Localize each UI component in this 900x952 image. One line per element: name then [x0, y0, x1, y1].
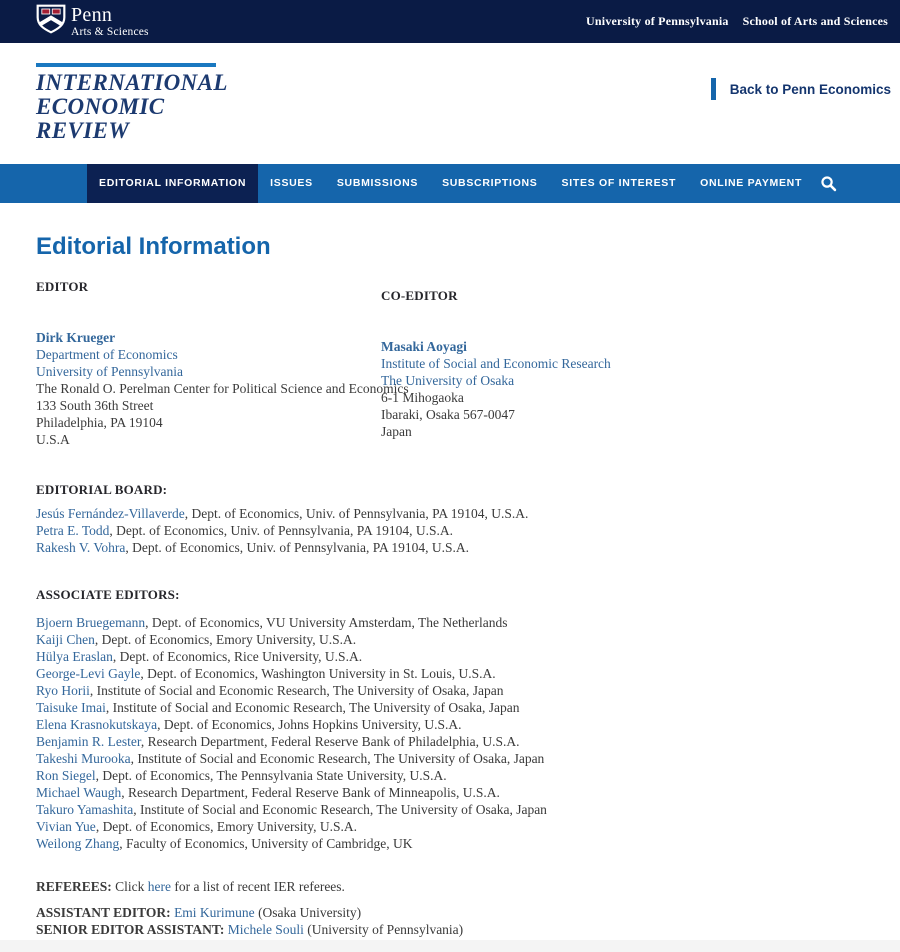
back-link-accent-bar — [711, 78, 716, 100]
referees-post-text: for a list of recent IER referees. — [171, 879, 345, 894]
journal-title-line3: REVIEW — [36, 118, 130, 143]
search-icon[interactable] — [814, 164, 847, 203]
associate-editor-row — [36, 767, 864, 784]
back-link-label: Back to Penn Economics — [729, 81, 891, 97]
board-member-affiliation: , Dept. of Economics, Univ. of Pennsylvania, PA 19104, U.S.A. — [109, 523, 454, 538]
board-member-row — [36, 522, 864, 539]
journal-title-line1: INTERNATIONAL — [36, 70, 228, 95]
associate-editor-affiliation: , Institute of Social and Economic Research, The University of Osaka, Japan — [130, 751, 545, 766]
co-editor-details — [381, 338, 611, 440]
editorial-board-list — [36, 505, 864, 556]
referees-label: REFEREES: — [36, 879, 112, 894]
assistant-editor-name-link[interactable]: Emi Kurimune — [174, 905, 255, 920]
associate-editor-affiliation: , Research Department, Federal Reserve Bank of Minneapolis, U.S.A. — [121, 785, 500, 800]
associate-editor-affiliation: , Faculty of Economics, University of Cambridge, UK — [119, 836, 413, 851]
co-editor-address-line: Japan — [381, 424, 412, 439]
associate-editor-row — [36, 631, 864, 648]
referees-here-link[interactable]: here — [147, 879, 172, 894]
co-editor-institute-link[interactable]: Institute of Social and Economic Research — [381, 356, 611, 371]
nav-item-editorial-information[interactable]: EDITORIAL INFORMATION — [87, 164, 258, 203]
associate-editor-name-link[interactable]: Vivian Yue — [36, 819, 96, 834]
editor-address-line: The Ronald O. Perelman Center for Political Science and Economics — [36, 381, 409, 396]
journal-title — [36, 71, 228, 143]
main-content — [0, 203, 900, 938]
associate-editor-affiliation: , Dept. of Economics, VU University Amsterdam, The Netherlands — [145, 615, 508, 630]
associate-editor-affiliation: , Dept. of Economics, Rice University, U.S.A. — [112, 649, 363, 664]
penn-logo-text — [71, 5, 149, 39]
link-school-of-arts-and-sciences[interactable]: School of Arts and Sciences — [742, 14, 888, 28]
associate-editor-affiliation: , Dept. of Economics, Emory University, U.S.A. — [95, 819, 358, 834]
board-member-row — [36, 505, 864, 522]
co-editor-column — [381, 288, 611, 440]
masthead — [0, 43, 900, 164]
senior-editor-assistant-line — [36, 921, 864, 938]
associate-editor-row — [36, 648, 864, 665]
associate-editor-row — [36, 801, 864, 818]
link-university-of-pennsylvania[interactable]: University of Pennsylvania — [586, 14, 729, 28]
top-bar — [0, 0, 900, 43]
accent-line — [36, 63, 216, 67]
nav-item-subscriptions[interactable]: SUBSCRIPTIONS — [442, 177, 538, 189]
associate-editor-row — [36, 614, 864, 631]
associate-editor-affiliation: , Dept. of Economics, The Pennsylvania State University, U.S.A. — [95, 768, 447, 783]
editor-address-line: U.S.A — [36, 432, 70, 447]
senior-editor-assistant-label: SENIOR EDITOR ASSISTANT: — [36, 922, 225, 937]
editor-university-link[interactable]: University of Pennsylvania — [36, 364, 183, 379]
journal-title-line2: ECONOMIC — [36, 94, 165, 119]
associate-editor-affiliation: , Dept. of Economics, Washington University in St. Louis, U.S.A. — [140, 666, 496, 681]
associate-editor-name-link[interactable]: Elena Krasnokutskaya — [36, 717, 158, 732]
referees-pre-text: Click — [111, 879, 148, 894]
associate-editor-name-link[interactable]: Weilong Zhang — [36, 836, 120, 851]
nav-item-issues[interactable]: ISSUES — [270, 177, 313, 189]
associate-editor-name-link[interactable]: Takuro Yamashita — [36, 802, 134, 817]
associate-editor-affiliation: , Institute of Social and Economic Research, The University of Osaka, Japan — [89, 683, 504, 698]
associate-editor-name-link[interactable]: George-Levi Gayle — [36, 666, 141, 681]
board-member-affiliation: , Dept. of Economics, Univ. of Pennsylvania, PA 19104, U.S.A. — [125, 540, 470, 555]
board-member-affiliation: , Dept. of Economics, Univ. of Pennsylvania, PA 19104, U.S.A. — [184, 506, 529, 521]
editors-section — [36, 279, 864, 448]
associate-editor-affiliation: , Institute of Social and Economic Research, The University of Osaka, Japan — [105, 700, 520, 715]
penn-logo-subtitle: Arts & Sciences — [71, 25, 149, 38]
associate-editor-row — [36, 682, 864, 699]
associate-editor-name-link[interactable]: Hülya Eraslan — [36, 649, 113, 664]
associate-editor-name-link[interactable]: Ron Siegel — [36, 768, 96, 783]
board-member-name-link[interactable]: Petra E. Todd — [36, 523, 110, 538]
associate-editor-affiliation: , Research Department, Federal Reserve Bank of Philadelphia, U.S.A. — [140, 734, 520, 749]
associate-editor-name-link[interactable]: Taisuke Imai — [36, 700, 106, 715]
co-editor-label: CO-EDITOR — [381, 288, 458, 303]
back-to-penn-economics-link[interactable] — [711, 78, 891, 100]
senior-editor-assistant-name-link[interactable]: Michele Souli — [227, 922, 304, 937]
assistant-editor-affiliation: (Osaka University) — [254, 905, 362, 920]
associate-editor-row — [36, 750, 864, 767]
assistant-editor-label: ASSISTANT EDITOR: — [36, 905, 171, 920]
associate-editor-row — [36, 818, 864, 835]
topbar-links — [586, 14, 888, 29]
associate-editors-section — [36, 587, 864, 852]
nav-item-online-payment[interactable]: ONLINE PAYMENT — [700, 177, 803, 189]
nav-item-submissions[interactable]: SUBMISSIONS — [336, 177, 419, 189]
associate-editor-row — [36, 835, 864, 852]
penn-logo-brand: Penn — [71, 3, 113, 26]
footer-strip — [0, 940, 900, 952]
co-editor-university-link[interactable]: The University of Osaka — [381, 373, 515, 388]
editor-address-line: Philadelphia, PA 19104 — [36, 415, 163, 430]
associate-editor-affiliation: , Institute of Social and Economic Research, The University of Osaka, Japan — [133, 802, 547, 817]
co-editor-name-link[interactable]: Masaki Aoyagi — [381, 339, 467, 354]
associate-editors-list — [36, 614, 864, 852]
associate-editor-name-link[interactable]: Ryo Horii — [36, 683, 90, 698]
nav-item-sites-of-interest[interactable]: SITES OF INTEREST — [561, 177, 677, 189]
co-editor-address-line: Ibaraki, Osaka 567-0047 — [381, 407, 515, 422]
penn-logo[interactable] — [36, 3, 149, 40]
editorial-board-section — [36, 482, 864, 556]
assistant-editor-line — [36, 904, 864, 921]
associate-editor-row — [36, 784, 864, 801]
associate-editor-affiliation: , Dept. of Economics, Johns Hopkins University, U.S.A. — [157, 717, 462, 732]
main-nav — [0, 164, 900, 203]
editor-label: EDITOR — [36, 279, 89, 294]
board-member-row — [36, 539, 864, 556]
associate-editor-row — [36, 733, 864, 750]
editorial-board-label: EDITORIAL BOARD: — [36, 482, 168, 497]
associate-editor-name-link[interactable]: Kaiji Chen — [36, 632, 95, 647]
associate-editor-affiliation: , Dept. of Economics, Emory University, U.S.A. — [94, 632, 357, 647]
penn-shield-icon — [36, 3, 66, 40]
editor-dept-link[interactable]: Department of Economics — [36, 347, 178, 362]
referees-line — [36, 878, 864, 895]
senior-editor-assistant-affiliation: (University of Pennsylvania) — [303, 922, 464, 937]
associate-editor-row — [36, 699, 864, 716]
editor-address-line: 133 South 36th Street — [36, 398, 154, 413]
board-member-name-link[interactable]: Jesús Fernández-Villaverde — [36, 506, 185, 521]
associate-editor-name-link[interactable]: Michael Waugh — [36, 785, 122, 800]
co-editor-address-line: 6-1 Mihogaoka — [381, 390, 464, 405]
board-member-name-link[interactable]: Rakesh V. Vohra — [36, 540, 126, 555]
editor-name-link[interactable]: Dirk Krueger — [36, 330, 116, 345]
associate-editor-row — [36, 716, 864, 733]
associate-editors-label: ASSOCIATE EDITORS: — [36, 587, 180, 602]
associate-editor-name-link[interactable]: Benjamin R. Lester — [36, 734, 141, 749]
page-title: Editorial Information — [36, 233, 271, 260]
associate-editor-row — [36, 665, 864, 682]
associate-editor-name-link[interactable]: Takeshi Murooka — [36, 751, 131, 766]
associate-editor-name-link[interactable]: Bjoern Bruegemann — [36, 615, 146, 630]
